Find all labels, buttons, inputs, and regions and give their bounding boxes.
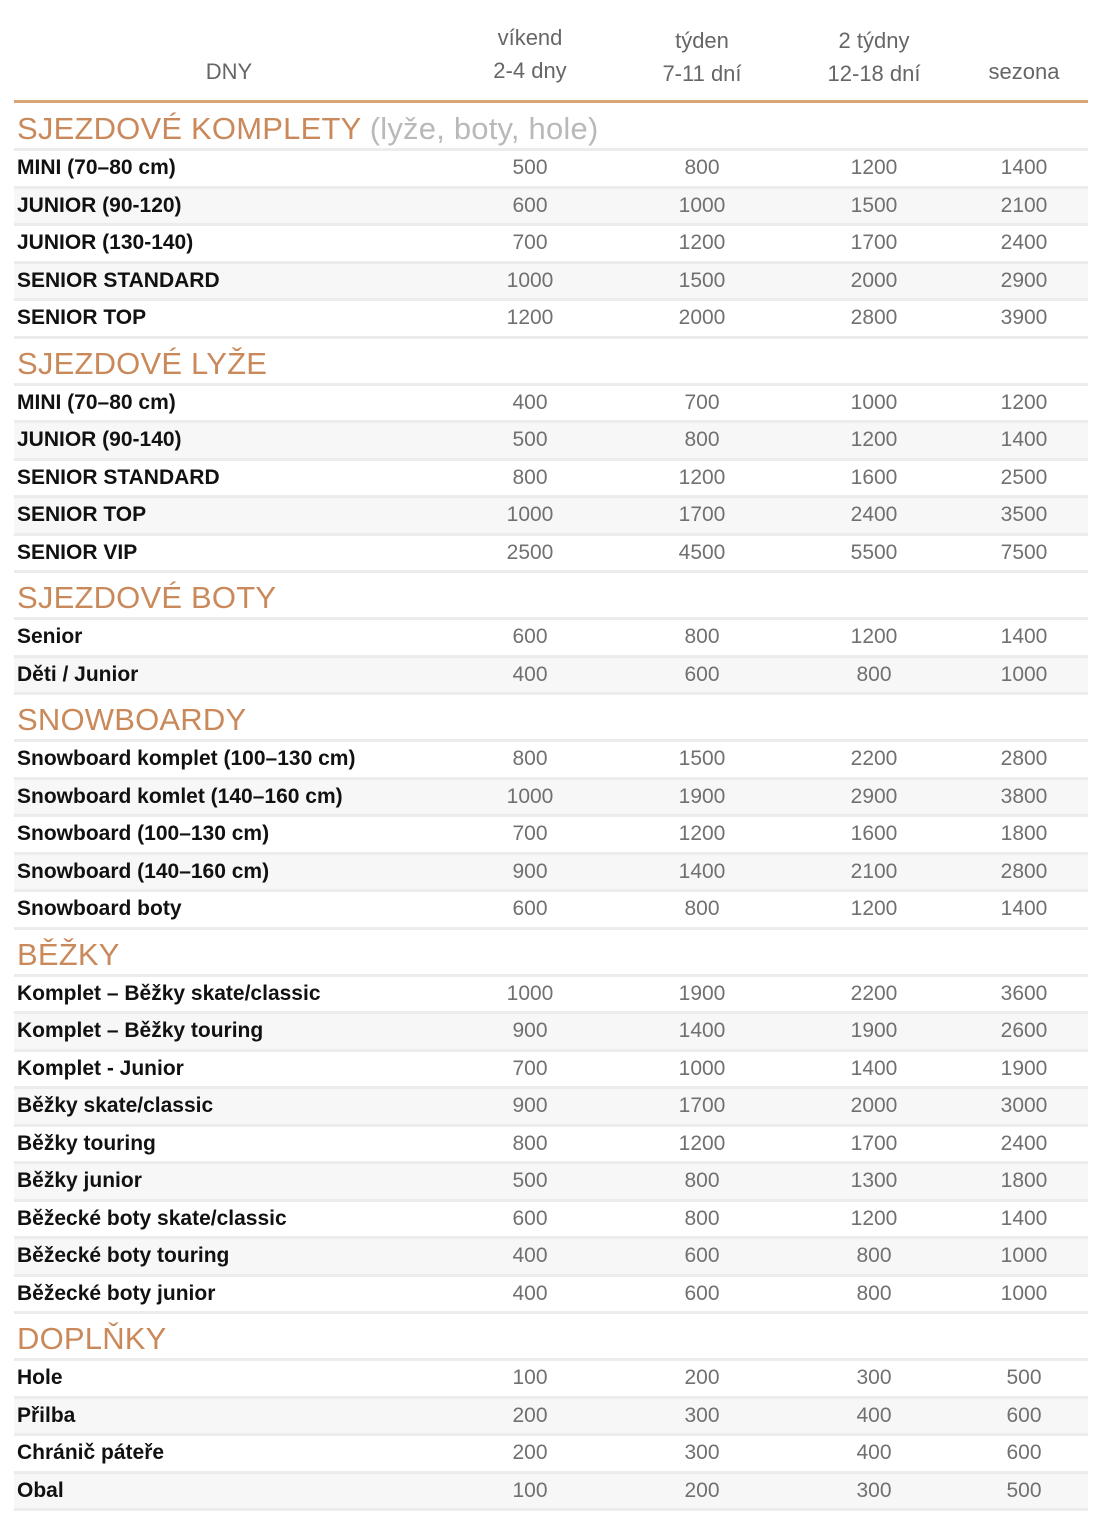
table-row [14,1358,1088,1396]
item-name: Snowboard komlet (140–160 cm) [17,784,343,808]
table-row [14,1274,1088,1312]
table-row [14,974,1088,1012]
section-title-text: DOPLŇKY [17,1321,167,1356]
price-week: 800 [684,625,720,648]
price-season: 500 [1006,1478,1042,1502]
item-name: JUNIOR (130-140) [17,231,194,254]
price-weekend: 500 [512,428,548,451]
price-weekend: 600 [512,193,548,217]
table-row [14,1396,1088,1434]
price-two-weeks: 2400 [850,503,898,526]
price-week: 800 [684,156,720,179]
price-season: 2900 [1000,268,1048,292]
price-two-weeks: 1700 [850,1131,898,1155]
item-name: Běžecké boty skate/classic [17,1206,287,1230]
price-week: 800 [684,428,720,451]
price-season: 3800 [1000,784,1048,808]
price-week: 1400 [678,1019,726,1042]
price-weekend: 500 [512,156,548,179]
price-season: 3000 [1000,1094,1048,1117]
price-weekend: 900 [512,1019,548,1042]
price-week: 1200 [678,465,726,489]
table-row [14,383,1088,421]
table-row [14,1086,1088,1124]
price-season: 1800 [1000,822,1048,845]
header-weekend-title: víkend [497,25,563,50]
table-row [14,1199,1088,1237]
price-season: 2400 [1000,1131,1048,1155]
price-week: 4500 [678,540,726,564]
price-two-weeks: 1200 [850,625,898,648]
section-title [14,339,1088,383]
item-name: Snowboard (100–130 cm) [17,822,270,845]
section-title-text: SJEZDOVÉ LYŽE [17,345,268,381]
price-weekend: 500 [512,1169,548,1192]
item-name: Běžky touring [17,1131,156,1155]
price-weekend: 600 [512,625,548,648]
price-season: 1400 [1000,428,1048,451]
price-week: 300 [684,1403,720,1427]
section-title-text: SJEZDOVÉ KOMPLETY [17,111,361,146]
header-week-title: týden [675,28,729,53]
price-weekend: 400 [512,662,548,686]
table-row [14,148,1088,186]
price-week: 1000 [678,193,726,217]
price-season: 1400 [1000,156,1048,179]
table-row [14,533,1088,571]
price-season: 3500 [1000,503,1048,526]
price-two-weeks: 400 [856,1403,892,1427]
price-week: 1200 [678,1131,726,1155]
price-two-weeks: 1600 [850,822,898,845]
price-season: 1400 [1000,1206,1048,1230]
price-weekend: 1200 [506,306,554,329]
price-two-weeks: 1400 [850,1056,898,1080]
table-row [14,420,1088,458]
price-weekend: 600 [512,897,548,920]
table-row [14,298,1088,336]
price-two-weeks: 1300 [850,1169,898,1192]
price-two-weeks: 1900 [850,1019,898,1042]
price-season: 1200 [1000,390,1048,414]
price-week: 1900 [678,784,726,808]
price-week: 1500 [678,268,726,292]
price-season: 2600 [1000,1019,1048,1042]
table-row [14,889,1088,927]
price-two-weeks: 2100 [850,859,898,883]
price-weekend: 100 [512,1366,548,1389]
price-week: 800 [684,1169,720,1192]
price-season: 600 [1006,1441,1042,1464]
header-two-weeks-range: 12-18 dní [827,61,921,86]
item-name: MINI (70–80 cm) [17,156,176,179]
price-two-weeks: 1200 [850,897,898,920]
price-season: 2800 [1000,747,1048,770]
table-row [14,1011,1088,1049]
price-week: 700 [684,390,720,414]
price-season: 2800 [1000,859,1048,883]
price-weekend: 800 [512,747,548,770]
price-season: 2500 [1000,465,1048,489]
table-row [14,814,1088,852]
table-row [14,1161,1088,1199]
price-two-weeks: 800 [856,1244,892,1267]
price-week: 600 [684,1281,720,1305]
price-week: 1700 [678,1094,726,1117]
item-name: SENIOR VIP [17,540,138,564]
table-row [14,1236,1088,1274]
price-season: 3600 [1000,981,1048,1005]
price-weekend: 2500 [506,540,554,564]
price-week: 200 [684,1366,720,1389]
item-name: Přilba [17,1403,76,1427]
price-two-weeks: 5500 [850,540,898,564]
price-sections [14,103,1088,1511]
price-two-weeks: 2900 [850,784,898,808]
price-two-weeks: 300 [856,1478,892,1502]
item-name: Senior [17,625,83,648]
price-week: 1500 [678,747,726,770]
price-week: 1900 [678,981,726,1005]
section-title [14,1314,1088,1358]
header-two-weeks-title: 2 týdny [838,28,910,53]
item-name: MINI (70–80 cm) [17,390,176,414]
item-name: SENIOR TOP [17,503,147,526]
price-week: 2000 [678,306,726,329]
price-two-weeks: 1700 [850,231,898,254]
price-weekend: 1000 [506,268,554,292]
table-row [14,1433,1088,1471]
section-title-text: BĚŽKY [17,936,120,972]
price-weekend: 1000 [506,784,554,808]
item-name: Snowboard komplet (100–130 cm) [17,747,356,770]
item-name: Obal [17,1478,64,1502]
item-name: JUNIOR (90-120) [17,193,182,217]
price-weekend: 800 [512,1131,548,1155]
section-title [14,103,1088,148]
section-divider [14,1508,1088,1511]
price-two-weeks: 1500 [850,193,898,217]
price-weekend: 900 [512,1094,548,1117]
price-week: 800 [684,897,720,920]
header-days [164,55,294,88]
price-season: 1900 [1000,1056,1048,1080]
price-two-weeks: 1200 [850,156,898,179]
price-two-weeks: 1200 [850,1206,898,1230]
price-season: 1000 [1000,1244,1048,1267]
price-season: 500 [1006,1366,1042,1389]
price-two-weeks: 2800 [850,306,898,329]
price-week: 800 [684,1206,720,1230]
price-weekend: 600 [512,1206,548,1230]
price-weekend: 400 [512,1281,548,1305]
table-row [14,495,1088,533]
table-row [14,458,1088,496]
price-season: 1000 [1000,662,1048,686]
price-week: 1200 [678,822,726,845]
price-two-weeks: 800 [856,1281,892,1305]
price-season: 1000 [1000,1281,1048,1305]
item-name: Snowboard (140–160 cm) [17,859,270,883]
price-weekend: 400 [512,1244,548,1267]
item-name: JUNIOR (90-140) [17,428,182,451]
price-weekend: 1000 [506,503,554,526]
item-name: Snowboard boty [17,897,182,920]
header-two-weeks [814,24,934,90]
table-row [14,777,1088,815]
table-row [14,223,1088,261]
price-two-weeks: 800 [856,662,892,686]
price-week: 200 [684,1478,720,1502]
price-season: 2400 [1000,231,1048,254]
price-season: 7500 [1000,540,1048,564]
header-week [642,24,762,90]
header-season-label: sezona [988,59,1060,84]
table-row [14,186,1088,224]
item-name: Běžky skate/classic [17,1094,214,1117]
item-name: Komplet – Běžky touring [17,1019,264,1042]
price-week: 1700 [678,503,726,526]
price-two-weeks: 1600 [850,465,898,489]
table-row [14,739,1088,777]
item-name: Běžky junior [17,1169,142,1192]
table-row [14,1124,1088,1162]
table-row [14,1049,1088,1087]
price-two-weeks: 400 [856,1441,892,1464]
price-two-weeks: 2000 [850,1094,898,1117]
price-season: 600 [1006,1403,1042,1427]
price-season: 1800 [1000,1169,1048,1192]
price-two-weeks: 2200 [850,747,898,770]
section-subtitle: (lyže, boty, hole) [369,111,599,146]
header-weekend [470,21,590,87]
price-two-weeks: 2000 [850,268,898,292]
section-title-text: SJEZDOVÉ BOTY [17,580,277,615]
section-title [14,930,1088,974]
price-weekend: 1000 [506,981,554,1005]
item-name: Chránič páteře [17,1441,165,1464]
table-row [14,852,1088,890]
header-weekend-range: 2-4 dny [493,58,567,83]
item-name: Komplet - Junior [17,1056,184,1080]
price-two-weeks: 300 [856,1366,892,1389]
table-header [14,0,1088,103]
price-weekend: 200 [512,1403,548,1427]
item-name: Hole [17,1366,63,1389]
price-two-weeks: 1000 [850,390,898,414]
header-week-range: 7-11 dní [662,61,742,86]
item-name: Děti / Junior [17,662,139,686]
price-week: 600 [684,1244,720,1267]
price-season: 3900 [1000,306,1048,329]
price-two-weeks: 1200 [850,428,898,451]
table-row [14,261,1088,299]
price-weekend: 400 [512,390,548,414]
item-name: SENIOR STANDARD [17,268,220,292]
item-name: SENIOR STANDARD [17,465,220,489]
price-two-weeks: 2200 [850,981,898,1005]
table-row [14,655,1088,693]
item-name: Běžecké boty touring [17,1244,230,1267]
price-weekend: 200 [512,1441,548,1464]
price-week: 1400 [678,859,726,883]
price-weekend: 100 [512,1478,548,1502]
price-weekend: 700 [512,231,548,254]
price-season: 1400 [1000,897,1048,920]
price-week: 1000 [678,1056,726,1080]
header-days-label: DNY [205,59,253,84]
item-name: SENIOR TOP [17,306,147,329]
price-week: 1200 [678,231,726,254]
item-name: Běžecké boty junior [17,1281,216,1305]
price-weekend: 700 [512,822,548,845]
table-row [14,1471,1088,1509]
price-weekend: 900 [512,859,548,883]
section-title-text: SNOWBOARDY [17,702,247,737]
price-weekend: 800 [512,465,548,489]
item-name: Komplet – Běžky skate/classic [17,981,321,1005]
price-week: 300 [684,1441,720,1464]
price-weekend: 700 [512,1056,548,1080]
price-week: 600 [684,662,720,686]
price-list [14,0,1088,1511]
header-season [964,55,1084,88]
section-title [14,695,1088,739]
section-title [14,573,1088,617]
price-season: 1400 [1000,625,1048,648]
table-row [14,617,1088,655]
price-season: 2100 [1000,193,1048,217]
